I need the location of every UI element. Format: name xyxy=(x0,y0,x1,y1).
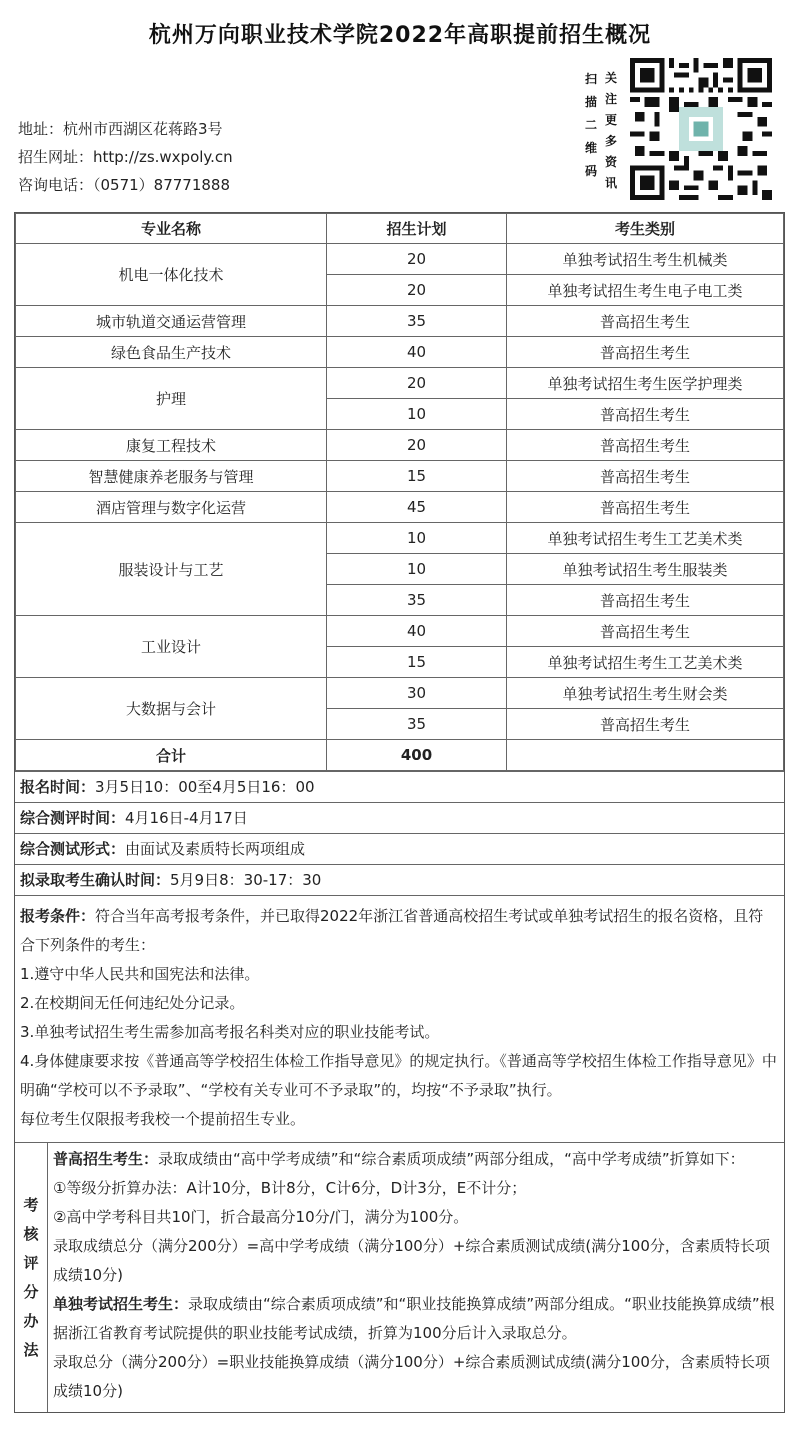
vertical-char: 讯 xyxy=(604,176,617,190)
table-row xyxy=(16,616,784,647)
confirmation-time-label: 拟录取考生确认时间： xyxy=(20,871,171,889)
plan-count-cell: 15 xyxy=(327,647,507,678)
table-row xyxy=(16,523,784,554)
student-category-cell: 单独考试招生考生工艺美术类 xyxy=(507,523,784,554)
major-name-cell: 酒店管理与数字化运营 xyxy=(16,492,327,523)
vertical-char: 核 xyxy=(23,1224,39,1243)
header-plan: 招生计划 xyxy=(327,214,507,244)
student-category-cell: 普高招生考生 xyxy=(507,399,784,430)
major-name-cell: 康复工程技术 xyxy=(16,430,327,461)
vertical-char: 更 xyxy=(604,113,617,127)
vertical-char: 资 xyxy=(604,155,617,169)
vertical-char: 关 xyxy=(604,71,617,85)
student-category-cell: 普高招生考生 xyxy=(507,492,784,523)
vertical-char: 码 xyxy=(584,164,597,178)
vertical-char: 办 xyxy=(23,1311,39,1330)
table-row xyxy=(16,337,784,368)
plan-count-cell: 10 xyxy=(327,399,507,430)
total-label: 合计 xyxy=(16,740,327,771)
registration-time-label: 报名时间： xyxy=(20,778,96,796)
general-item: ①等级分折算办法：A计10分，B计8分，C计6分，D计3分，E不计分； xyxy=(53,1179,527,1197)
general-item: 录取成绩总分（满分200分）=高中学考成绩（满分100分）+综合素质测试成绩(满分100分，含素质特长项成绩10分) xyxy=(53,1237,770,1284)
student-category-cell: 普高招生考生 xyxy=(507,709,784,740)
table-row xyxy=(16,678,784,709)
page-title: 杭州万向职业技术学院2022年高职提前招生概况 xyxy=(148,23,652,48)
evaluation-form-row xyxy=(15,833,784,864)
table-row xyxy=(16,368,784,399)
header-major: 专业名称 xyxy=(16,214,327,244)
general-exam-label: 普高招生考生： xyxy=(53,1150,159,1168)
student-category-cell: 普高招生考生 xyxy=(507,616,784,647)
application-conditions xyxy=(15,895,784,1142)
plan-count-cell: 35 xyxy=(327,709,507,740)
vertical-char: 考 xyxy=(23,1195,39,1214)
confirmation-time-row xyxy=(15,864,784,895)
single-exam-label: 单独考试招生考生： xyxy=(53,1295,189,1313)
student-category-cell: 单独考试招生考生医学护理类 xyxy=(507,368,784,399)
address-line: 地址：杭州市西湖区花蒋路3号 xyxy=(18,120,223,138)
table-header-row xyxy=(16,214,784,244)
admission-sheet xyxy=(14,212,785,1413)
single-exam-text: 录取成绩由“综合素质项成绩”和“职业技能换算成绩”两部分组成。“职业技能换算成绩”根据浙江省教育考试院提供的职业技能考试成绩，折算为100分后计入录取总分。 xyxy=(53,1295,775,1342)
vertical-char: 注 xyxy=(604,92,617,106)
plan-count-cell: 35 xyxy=(327,306,507,337)
header-category: 考生类别 xyxy=(507,214,784,244)
student-category-cell: 普高招生考生 xyxy=(507,585,784,616)
scan-qr-label xyxy=(583,68,599,183)
evaluation-time-row xyxy=(15,802,784,833)
total-value: 400 xyxy=(327,740,507,771)
single-formula: 录取总分（满分200分）=职业技能换算成绩（满分100分）+综合素质测试成绩(满分100分，含素质特长项成绩10分) xyxy=(53,1353,770,1400)
plan-count-cell: 35 xyxy=(327,585,507,616)
major-name-cell: 智慧健康养老服务与管理 xyxy=(16,461,327,492)
student-category-cell: 单独考试招生考生财会类 xyxy=(507,678,784,709)
condition-item: 4.身体健康要求按《普通高等学校招生体检工作指导意见》的规定执行。《普通高等学校招生体检工作指导意见》中明确“学校可以不予录取”、“学校有关专业可不予录取”的，均按“不予录取”执行。 xyxy=(20,1052,777,1099)
plan-count-cell: 45 xyxy=(327,492,507,523)
major-name-cell: 护理 xyxy=(16,368,327,430)
vertical-char: 法 xyxy=(23,1340,39,1359)
major-plan-table xyxy=(15,213,784,771)
evaluation-form-value: 由面试及素质特长两项组成 xyxy=(125,840,306,858)
vertical-char: 多 xyxy=(604,134,617,148)
conditions-intro: 符合当年高考报考条件，并已取得2022年浙江省普通高校招生考试或单独考试招生的报名资格，且符合下列条件的考生： xyxy=(20,907,764,954)
evaluation-form-label: 综合测试形式： xyxy=(20,840,126,858)
vertical-char: 维 xyxy=(584,141,597,155)
conditions-label: 报考条件： xyxy=(20,907,96,925)
confirmation-time-value: 5月9日8：30-17：30 xyxy=(170,871,322,889)
table-row xyxy=(16,244,784,275)
plan-count-cell: 20 xyxy=(327,244,507,275)
student-category-cell: 单独考试招生考生电子电工类 xyxy=(507,275,784,306)
evaluation-side-label xyxy=(15,1143,48,1412)
plan-count-cell: 20 xyxy=(327,430,507,461)
student-category-cell: 普高招生考生 xyxy=(507,337,784,368)
plan-count-cell: 30 xyxy=(327,678,507,709)
evaluation-time-label: 综合测评时间： xyxy=(20,809,126,827)
condition-item: 1.遵守中华人民共和国宪法和法律。 xyxy=(20,965,260,983)
total-empty-cell xyxy=(507,740,784,771)
plan-count-cell: 10 xyxy=(327,523,507,554)
plan-count-cell: 10 xyxy=(327,554,507,585)
registration-time-row xyxy=(15,771,784,802)
major-name-cell: 服装设计与工艺 xyxy=(16,523,327,616)
table-row xyxy=(16,430,784,461)
plan-count-cell: 20 xyxy=(327,368,507,399)
major-name-cell: 工业设计 xyxy=(16,616,327,678)
website-line: 招生网址：http://zs.wxpoly.cn xyxy=(18,148,233,166)
table-row xyxy=(16,306,784,337)
evaluation-body xyxy=(48,1143,784,1412)
vertical-char: 分 xyxy=(23,1282,39,1301)
major-name-cell: 城市轨道交通运营管理 xyxy=(16,306,327,337)
condition-item: 2.在校期间无任何违纪处分记录。 xyxy=(20,994,245,1012)
major-name-cell: 大数据与会计 xyxy=(16,678,327,740)
vertical-char: 二 xyxy=(584,118,597,132)
condition-item: 每位考生仅限报考我校一个提前招生专业。 xyxy=(20,1110,306,1128)
condition-item: 3.单独考试招生考生需参加高考报名科类对应的职业技能考试。 xyxy=(20,1023,440,1041)
general-item: ②高中学考科目共10门，折合最高分10分/门，满分为100分。 xyxy=(53,1208,469,1226)
evaluation-time-value: 4月16日-4月17日 xyxy=(125,809,248,827)
general-exam-text: 录取成绩由“高中学考成绩”和“综合素质项成绩”两部分组成，“高中学考成绩”折算如下： xyxy=(158,1150,745,1168)
student-category-cell: 普高招生考生 xyxy=(507,306,784,337)
major-name-cell: 绿色食品生产技术 xyxy=(16,337,327,368)
phone-line: 咨询电话：（0571）87771888 xyxy=(18,176,231,194)
student-category-cell: 单独考试招生考生服装类 xyxy=(507,554,784,585)
follow-more-label xyxy=(603,68,619,194)
plan-count-cell: 15 xyxy=(327,461,507,492)
qr-code[interactable] xyxy=(628,58,774,200)
vertical-char: 评 xyxy=(23,1253,39,1272)
table-row xyxy=(16,492,784,523)
student-category-cell: 普高招生考生 xyxy=(507,430,784,461)
plan-count-cell: 20 xyxy=(327,275,507,306)
registration-time-value: 3月5日10：00至4月5日16：00 xyxy=(95,778,315,796)
student-category-cell: 单独考试招生考生机械类 xyxy=(507,244,784,275)
table-row xyxy=(16,461,784,492)
vertical-char: 扫 xyxy=(584,72,597,86)
major-name-cell: 机电一体化技术 xyxy=(16,244,327,306)
evaluation-method xyxy=(15,1142,784,1412)
plan-count-cell: 40 xyxy=(327,616,507,647)
student-category-cell: 普高招生考生 xyxy=(507,461,784,492)
plan-count-cell: 40 xyxy=(327,337,507,368)
vertical-char: 描 xyxy=(584,95,597,109)
student-category-cell: 单独考试招生考生工艺美术类 xyxy=(507,647,784,678)
total-row xyxy=(16,740,784,771)
